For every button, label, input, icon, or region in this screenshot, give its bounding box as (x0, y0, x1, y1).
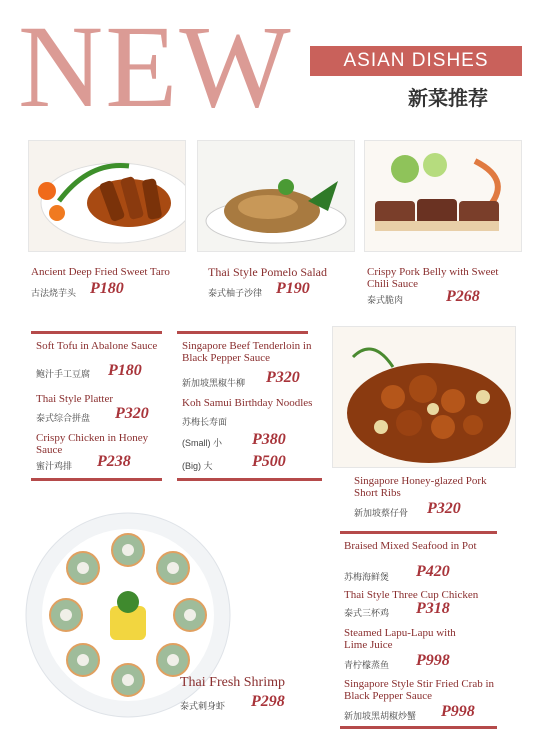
short-ribs-price: P320 (427, 500, 461, 517)
col2-rule-top (177, 331, 308, 334)
lapu-lapu-price: P998 (416, 652, 450, 669)
pork-belly-photo (364, 140, 522, 252)
short-ribs-cn: 新加坡蔡仔骨 (354, 508, 409, 518)
shrimp-cn: 泰式刺身虾 (180, 701, 226, 711)
crab-price: P998 (441, 703, 475, 720)
crab-name: Singapore Style Stir Fried Crab in Black Pepper Sauce (344, 678, 495, 702)
three-cup-chicken-price: P318 (416, 600, 450, 617)
pork-belly-name: Crispy Pork Belly with Sweet Chili Sauce (367, 266, 499, 290)
short-ribs-name: Singapore Honey-glazed Pork Short Ribs (354, 475, 487, 499)
new-title: NEW (18, 1, 293, 132)
tofu-price: P180 (108, 362, 142, 379)
noodles-small-price: P380 (252, 431, 286, 448)
honey-chicken-name: Crispy Chicken in Honey Sauce (36, 432, 149, 456)
beef-price: P320 (266, 369, 300, 386)
noodles-big-price: P500 (252, 453, 286, 470)
pork-belly-cn: 泰式脆肉 (367, 295, 404, 305)
taro-name: Ancient Deep Fried Sweet Taro (31, 266, 170, 278)
new-dishes-subtitle: 新菜推荐 (408, 88, 488, 110)
beef-cn: 新加坡黑椒牛柳 (182, 378, 246, 388)
seafood-pot-price: P420 (416, 563, 450, 580)
honey-chicken-cn: 蜜汁鸡排 (36, 461, 73, 471)
noodles-big-label: (Big) 大 (182, 461, 213, 471)
taro-photo (28, 140, 186, 252)
platter-name: Thai Style Platter (36, 393, 113, 405)
pomelo-name: Thai Style Pomelo Salad (208, 265, 327, 279)
shrimp-price: P298 (251, 693, 285, 710)
noodles-small-label: (Small) 小 (182, 438, 222, 448)
beef-name: Singapore Beef Tenderloin in Black Pepper Sauce (182, 340, 312, 364)
col1-rule-bottom (31, 478, 162, 481)
taro-cn: 古法烧芋头 (31, 288, 77, 298)
right-list-rule-top (340, 531, 497, 534)
lapu-lapu-name: Steamed Lapu-Lapu with Lime Juice (344, 627, 456, 651)
col1-rule-top (31, 331, 162, 334)
lapu-lapu-cn: 青柠檬蒸鱼 (344, 660, 390, 670)
platter-cn: 泰式综合拼盘 (36, 413, 91, 423)
pomelo-cn: 泰式柚子沙律 (208, 288, 263, 298)
pork-belly-price: P268 (446, 288, 480, 305)
short-ribs-photo (332, 326, 516, 468)
noodles-name: Koh Samui Birthday Noodles (182, 397, 313, 409)
col2-rule-bottom (177, 478, 322, 481)
three-cup-chicken-cn: 泰式三杯鸡 (344, 608, 390, 618)
pomelo-salad-photo (197, 140, 355, 252)
asian-dishes-banner: ASIAN DISHES (310, 46, 522, 76)
seafood-pot-cn: 苏梅海鲜煲 (344, 572, 390, 582)
tofu-cn: 鲍汁手工豆腐 (36, 369, 91, 379)
right-list-rule-bottom (340, 726, 497, 729)
taro-price: P180 (90, 280, 124, 297)
pomelo-price: P190 (276, 280, 310, 297)
platter-price: P320 (115, 405, 149, 422)
tofu-name: Soft Tofu in Abalone Sauce (36, 340, 158, 352)
honey-chicken-price: P238 (97, 453, 131, 470)
shrimp-name: Thai Fresh Shrimp (180, 675, 285, 690)
noodles-cn: 苏梅长寿面 (182, 417, 228, 427)
crab-cn: 新加坡黑胡椒炒蟹 (344, 711, 417, 721)
three-cup-chicken-name: Thai Style Three Cup Chicken (344, 589, 479, 601)
seafood-pot-name: Braised Mixed Seafood in Pot (344, 540, 477, 552)
